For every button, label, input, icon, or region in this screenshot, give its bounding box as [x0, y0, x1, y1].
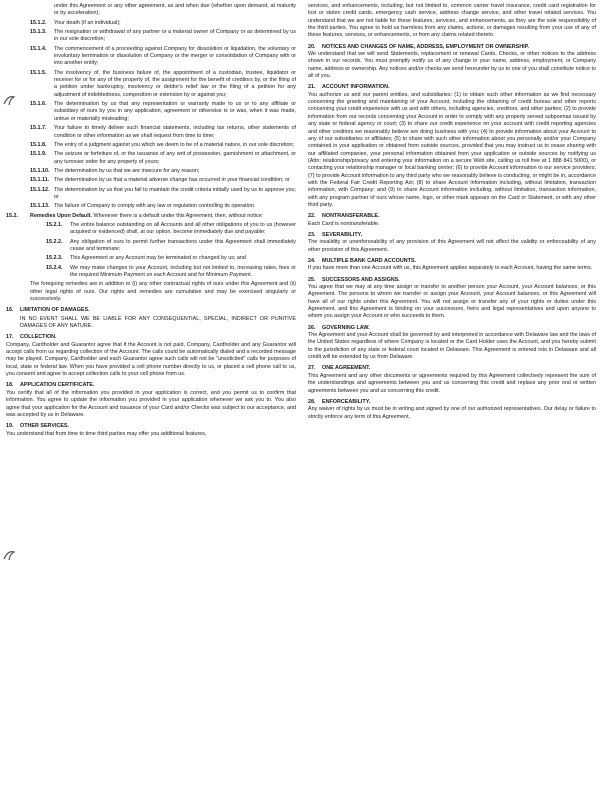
section-28 [308, 399, 596, 421]
list-item [6, 255, 296, 262]
section-title: LIMITATION OF DAMAGES. [20, 307, 90, 314]
item-number: 15.2. [6, 212, 18, 219]
section-number: 23. [308, 231, 316, 238]
list-item [6, 265, 296, 280]
section-title: NOTICES AND CHANGES OF NAME, ADDRESS, EMPLOYMENT OR OWNERSHIP. [322, 43, 530, 50]
default-events-list [6, 20, 296, 211]
section-title: COLLECTION. [20, 334, 57, 341]
section-17 [6, 334, 296, 378]
section-23 [308, 232, 596, 254]
list-item [6, 177, 296, 184]
item-number: 15.1.13. [30, 203, 50, 210]
item-number: 15.1.7. [30, 125, 47, 132]
section-25 [308, 277, 596, 321]
section-title: SUCCESSORS AND ASSIGNS. [322, 276, 400, 283]
section-title: SEVERABILITY. [322, 231, 363, 238]
item-text: The determination by us that you fail to maintain the credit criteria initially used by us to approve you; or [54, 186, 296, 200]
remedies-closing: The foregoing remedies are in addition to (i) any other contractual rights of ours under this Agreement and (ii) other legal rights of ours. Our rights and remedies are cumulative and may be exercised singularly or successively. [30, 281, 296, 303]
section-text: The invalidity or unenforceability of any provision of this Agreement will not affect the validity or enforceability of any other provision of this Agreement. [308, 239, 596, 253]
item-text: The failure of Company to comply with any law or regulation controlling its operation. [54, 203, 256, 210]
item-number: 15.1.9. [30, 151, 47, 158]
list-item [6, 151, 296, 166]
section-title: ACCOUNT INFORMATION. [322, 84, 390, 91]
list-item [6, 187, 296, 202]
item-number: 15.1.10. [30, 167, 50, 174]
list-item [6, 239, 296, 254]
item-number: 15.1.2. [30, 19, 47, 26]
section-title: APPLICATION CERTIFICATE. [20, 382, 95, 389]
list-item [6, 168, 296, 175]
item-number: 15.1.12. [30, 186, 50, 193]
list-item [6, 142, 296, 149]
section-title: MULTIPLE BANK CARD ACCOUNTS. [322, 258, 417, 264]
list-item [6, 222, 296, 237]
item-text: The commencement of a proceeding against Company for dissolution or liquidation, the voluntary or involuntary termination or dissolution of Company or the merger or consolidation of Company with or into another entity; [54, 45, 296, 67]
section-title: GOVERNING LAW. [322, 324, 370, 331]
list-item [6, 101, 296, 123]
item-text: The determination by us that any representation or warranty made to us or to any affiliate or subsidiary of ours by you in any application, agreement or otherwise is or was, when it was made, untrue or materially misleading; [54, 101, 296, 122]
item-text: The entire balance outstanding on all Accounts and all other obligations of you to us (however acquired or evidenced) shall, at our option, become immediately due and payable; [70, 221, 296, 236]
remedies-subsection [6, 213, 296, 220]
item-number: 15.1.3. [30, 29, 47, 36]
section-20 [308, 44, 596, 81]
item-number: 15.1.4. [30, 45, 47, 52]
item-text: The insolvency of, the business failure of, the appointment of a custodian, trustee, liquidator or receiver for or for any of the property of, the assignment for the benefit of creditors by, or the filing of a petition under bankruptcy, insolvency or debtor's relief law or the filing of a petition for any adjustment of indebtedness, composition or extension by or against you; [54, 69, 296, 98]
item-number: 15.1.6. [30, 101, 47, 108]
item-number: 15.2.4. [46, 264, 63, 271]
item-text: The determination by us that a material adverse change has occurred in your financial condition; or [54, 177, 290, 184]
section-title: OTHER SERVICES. [20, 423, 70, 430]
item-text: The entry of a judgment against you which we deem to be of a material nature, in our sole discretion; [54, 141, 295, 148]
section-text: If you have more than one Account with us, this Agreement applies separately to each Account, having the same terms. [308, 265, 593, 272]
list-item [6, 125, 296, 140]
section-number: 18. [6, 382, 14, 389]
item-text: The seizure or forfeiture of, or the issuance of any writ of possession, garnishment or attachment, or any turnover order for any property of yours; [54, 151, 296, 165]
section-26 [308, 325, 596, 362]
section-title: NONTRANSFERABLE. [322, 213, 380, 220]
section-text: Any waiver of rights by us must be in writing and signed by one of our authorized representatives. Our delay or failure to strictly enforce any term of this Agreement, [308, 406, 596, 420]
section-24 [308, 258, 596, 273]
section-number: 28. [308, 398, 316, 405]
item-text: The resignation or withdrawal of any partner or a material owner of Company or as determined by us in our sole discretion; [54, 29, 296, 43]
section-number: 22. [308, 213, 316, 220]
item-text: Your failure to timely deliver such financial statements, including tax returns, other statements of condition or other information as we shall request from time to time; [54, 125, 296, 139]
item-text: Your death (if an individual); [54, 19, 121, 26]
section-text: You understand that from time to time third parties may offer you additional features, [6, 430, 207, 437]
section-text: You certify that all of the information you provided in your application is correct, and you permit us to confirm that information. You agree to update the information you provided in your application whenever we ask you to. You also agree that your application for the Account and issuance of your Card and/or Checks was subject to our acceptance, and was accepted by us in Delaware. [6, 389, 296, 418]
section-title: ONE AGREEMENT. [322, 365, 371, 372]
section-16 [6, 307, 296, 330]
section-number: 27. [308, 365, 316, 372]
section-text: The Agreement and your Account shall be governed by and interpreted in accordance with Delaware law and the laws of the United States regardless of where Company is located or the Card Holder uses the Account, and you hereby submit to the jurisdiction of any state or federal court located in Delaware. This Agreement is entered into in Delaware and all credit will be extended by us from Delaware. [308, 332, 596, 361]
section-19 [6, 423, 296, 438]
continuation-paragraph: services, and enhancements, including, but not limited to, common carrier travel insurance, credit card registration for lost or stolen credit cards, emergency cash service, address change service, and other travel related services. You understand that we are not liable for these features, services, and enhancements, as they are the sole responsibility of the third parties. You agree to hold us harmless from any claims, actions, or damages resulting from your use of any of these features, services, or enhancements, or from any claims related thereto. [308, 3, 596, 39]
list-item [6, 29, 296, 44]
item-number: 15.1.11. [30, 177, 50, 184]
section-text: This Agreement and any other documents or agreements required by this Agreement collectively represent the sum of the understandings and agreements between you and us concerning this credit and replace any prior oral or written agreements between you and us concerning this credit. [308, 372, 596, 394]
section-22 [308, 213, 596, 228]
section-text: Company, Cardholder and Guarantor agree that if the Account is not paid, Company, Cardholder and any Guarantor will accept calls from us regarding collection of the Account. The calls could be automatically dialed and a recorded message may be played. Company, Cardholder and each Guarantor agree such calls will not be "unsolicited" calls for purposes of local, state or federal law. When you have provided a cell phone number directly to us, or placed a cell phone call to us, you consent and agree to accept collection calls to your cell phone from us. [6, 341, 296, 378]
section-text: Each Card is nontransferable. [308, 220, 380, 227]
item-text: Any obligation of ours to permit further transactions under this Agreement shall immediately cease and terminate; [70, 238, 296, 252]
subsection-title: Remedies Upon Default. [30, 212, 93, 219]
subsection-intro: Whenever there is a default under this Agreement, then, without notice: [93, 212, 264, 219]
list-item [6, 203, 296, 210]
section-21 [308, 84, 596, 209]
section-number: 20. [308, 43, 316, 50]
right-column [308, 3, 596, 423]
section-text: You authorize us and our parent entities, and subsidiaries: (1) to obtain such other information as we find necessary concerning the granting and maintaining of your Account, including the obtaining of credit bureau and other reports concerning your credit experience with us and with others, including agencies, creditors, and other parties; (2) to provide information from our records concerning your Account in order to comply with any properly served subpoenas issued by any state or federal agency or court; (3) to share our credit experience on your account with credit reporting agencies and other creditors we reasonably believe are doing business with you; (4) to provide information about your Account to any of our subsidiaries or affiliates; (5) to share with such other information about you personally and/or your Company contained in your application or obtained from outside sources, provided that you may instruct us to cease sharing with our affiliated companies, your personal information obtained from your application or outside sources by notifying us (Attn: relationship/privacy and entering your information on a secure Web site, calling us toll free at 1 888 841 5000), or contacting your relationship manager or local banking center; (6) to provide Account information to our service providers; (7) to provide Account information to any third party who we reasonably believe is conducting, or might be in, accordance with the Federal Fair Credit Reporting Act; (8) to share Account information including, without limitation, transaction information, with Company; and (9) to share Account information including, without limitation, transaction information, with any program partner of ours whose name, logo, or other mark appears on the Card or Statement, or with any other third party. [308, 91, 596, 208]
section-27 [308, 365, 596, 394]
section-title: ENFORCEABILITY. [322, 398, 371, 405]
section-number: 26. [308, 324, 316, 331]
section-number: 19. [6, 423, 14, 430]
left-column [6, 3, 296, 440]
section-number: 24. [308, 258, 316, 264]
remedies-list [6, 222, 296, 279]
list-item [6, 46, 296, 68]
section-number: 25. [308, 276, 316, 283]
item-text: This Agreement or any Account may be terminated or changed by us; and [70, 255, 246, 262]
item-number: 15.1.5. [30, 69, 47, 76]
item-number: 15.2.3. [46, 255, 63, 262]
section-18 [6, 382, 296, 419]
section-number: 16. [6, 307, 14, 314]
section-number: 21. [308, 84, 316, 91]
section-text: You agree that we may at any time assign or transfer to another person your Account, your Account balances, or this Agreement. The persons to whom we transfer or assign your Account, your Account balances, or this Agreement will have all of our rights under this Agreement. You will not assign or transfer any of your rights or duties under this Agreement, and this Agreement is binding on your successors, heirs and legal representatives and upon anyone to whom you assign your Account or who succeeds to them. [308, 284, 596, 320]
list-item [6, 70, 296, 99]
section-number: 17. [6, 334, 14, 341]
item-number: 15.1.8. [30, 141, 47, 148]
item-text: The determination by us that we are insecure for any reason; [54, 167, 200, 174]
section-text: IN NO EVENT SHALL WE BE LIABLE FOR ANY CONSEQUENTIAL, SPECIAL, INDIRECT OR PUNITIVE DAMAGES OF ANY NATURE. [20, 315, 296, 330]
margin-mark-icon [2, 548, 16, 562]
item-text: We may make changes to your Account, including but not limited to, increasing rates, fees or the required Minimum Payment on each Account and for Minimum Payment. [70, 264, 296, 278]
list-item [6, 20, 296, 27]
section-text: We understand that we will send Statements, replacement or renewal Cards, Checks, or other notices to the address shown in our records. You must promptly notify us of any change in your name, address, employment, or Company name, address or ownership. Any notices and/or checks we send hereunder by us to one of you shall constitute notice to all of you. [308, 51, 596, 80]
item-number: 15.2.2. [46, 238, 63, 245]
continuation-line: under this Agreement or any other agreement, as and when due (whether upon demand, at maturity or by acceleration); [54, 3, 296, 17]
item-number: 15.2.1. [46, 221, 63, 228]
